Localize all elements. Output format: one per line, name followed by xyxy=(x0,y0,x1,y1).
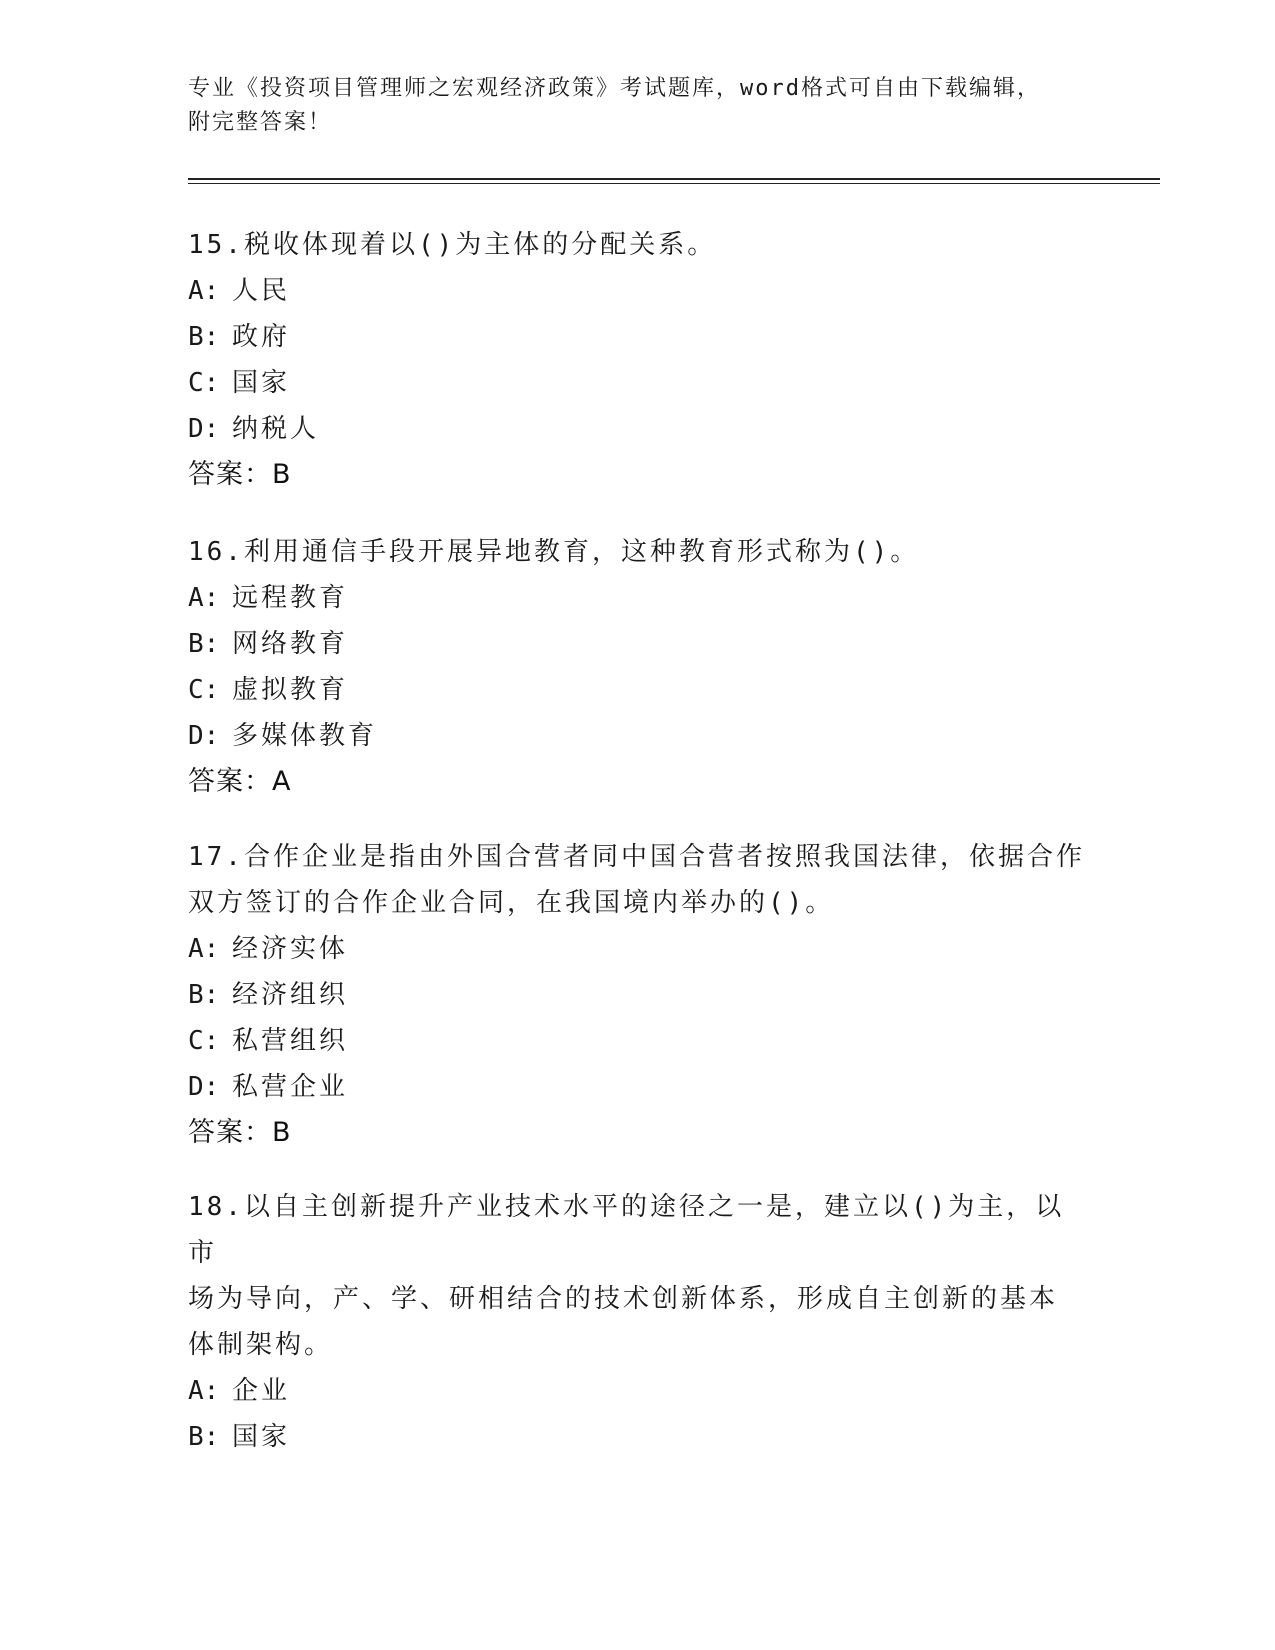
question-stem xyxy=(188,834,1088,926)
question-stem xyxy=(188,529,1088,575)
option-key: C: xyxy=(188,675,220,705)
question-stem xyxy=(188,1184,1088,1368)
option-text: 私营组织 xyxy=(232,1026,349,1056)
option-text: 虚拟教育 xyxy=(232,675,349,705)
stem-line: 18.以自主创新提升产业技术水平的途径之一是，建立以()为主，以市 xyxy=(188,1192,1065,1268)
option-key: B: xyxy=(188,629,220,659)
answer-line: 答案：B xyxy=(188,459,292,490)
option-a xyxy=(188,926,1088,972)
option-text: 纳税人 xyxy=(232,414,320,444)
option-text: 网络教育 xyxy=(232,629,349,659)
document-header xyxy=(188,72,1088,140)
question-15 xyxy=(188,222,1088,498)
header-divider xyxy=(188,178,1160,184)
option-text: 企业 xyxy=(232,1376,291,1406)
question-18 xyxy=(188,1184,1088,1460)
option-key: A: xyxy=(188,583,220,613)
option-text: 私营企业 xyxy=(232,1072,349,1102)
option-key: D: xyxy=(188,721,220,751)
answer-line: 答案：A xyxy=(188,766,292,797)
option-a xyxy=(188,1368,1088,1414)
option-b xyxy=(188,972,1088,1018)
stem-line: 场为导向，产、学、研相结合的技术创新体系，形成自主创新的基本 xyxy=(188,1284,1059,1314)
option-key: C: xyxy=(188,1026,220,1056)
option-key: B: xyxy=(188,980,220,1010)
stem-line: 16.利用通信手段开展异地教育，这种教育形式称为()。 xyxy=(188,537,920,567)
option-d xyxy=(188,713,1088,759)
stem-line: 双方签订的合作企业合同，在我国境内举办的()。 xyxy=(188,888,835,918)
option-text: 多媒体教育 xyxy=(232,721,378,751)
option-key: D: xyxy=(188,414,220,444)
question-16 xyxy=(188,529,1088,805)
option-text: 远程教育 xyxy=(232,583,349,613)
option-d xyxy=(188,1064,1088,1110)
option-key: B: xyxy=(188,322,220,352)
option-c xyxy=(188,360,1088,406)
answer-line: 答案：B xyxy=(188,1117,292,1148)
option-key: D: xyxy=(188,1072,220,1102)
option-key: A: xyxy=(188,1376,220,1406)
option-c xyxy=(188,1018,1088,1064)
stem-line: 17.合作企业是指由外国合营者同中国合营者按照我国法律，依据合作 xyxy=(188,842,1085,872)
option-d xyxy=(188,406,1088,452)
option-text: 政府 xyxy=(232,322,291,352)
option-b xyxy=(188,621,1088,667)
option-a xyxy=(188,575,1088,621)
option-a xyxy=(188,268,1088,314)
option-text: 国家 xyxy=(232,1422,291,1452)
option-key: C: xyxy=(188,368,220,398)
header-line-2: 附完整答案！ xyxy=(188,110,333,135)
question-stem xyxy=(188,222,1088,268)
option-text: 经济实体 xyxy=(232,934,349,964)
option-b xyxy=(188,1414,1088,1460)
question-17 xyxy=(188,834,1088,1156)
option-b xyxy=(188,314,1088,360)
option-key: A: xyxy=(188,276,220,306)
stem-line: 体制架构。 xyxy=(188,1330,334,1360)
header-line-1: 专业《投资项目管理师之宏观经济政策》考试题库，word格式可自由下载编辑， xyxy=(188,76,1041,101)
option-text: 经济组织 xyxy=(232,980,349,1010)
option-key: A: xyxy=(188,934,220,964)
option-c xyxy=(188,667,1088,713)
option-text: 人民 xyxy=(232,276,291,306)
option-key: B: xyxy=(188,1422,220,1452)
option-text: 国家 xyxy=(232,368,291,398)
stem-line: 15.税收体现着以()为主体的分配关系。 xyxy=(188,230,717,260)
